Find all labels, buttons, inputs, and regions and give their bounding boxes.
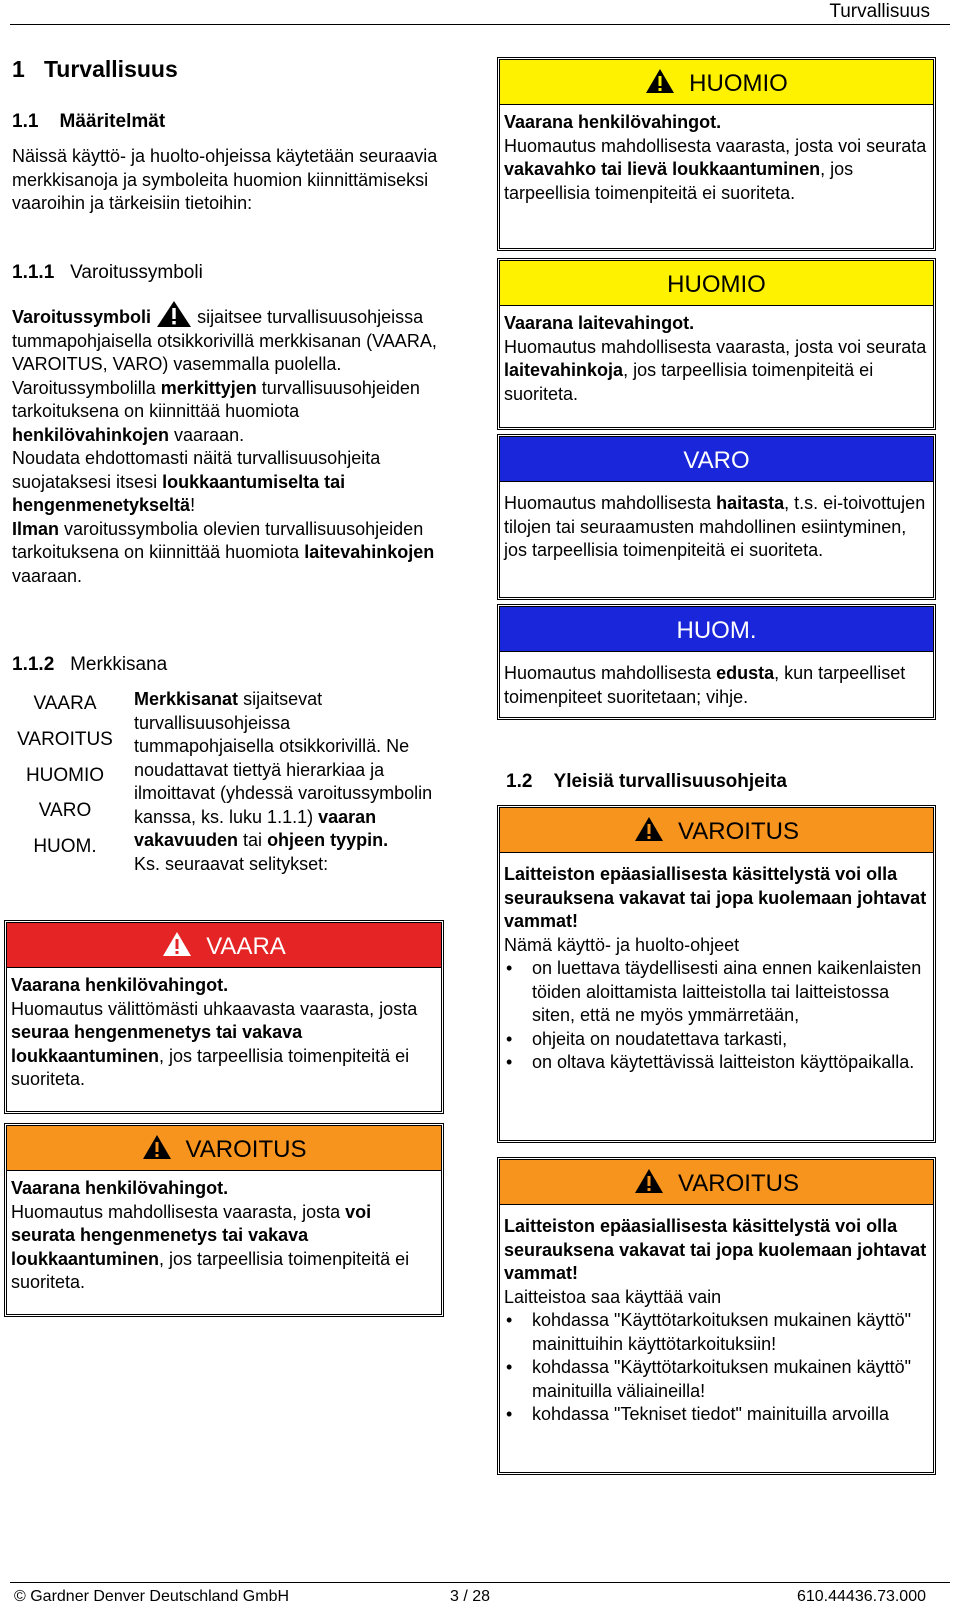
general-warning-box-1: VAROITUS Laitteiston epäasiallisesta käsittelystä voi olla seurauksena vakavat tai jopa kuolemaan johtavat vammat! Nämä käyttö- ja huolto-ohjeet • on luettava täydellisesti aina ennen kaikenlaisten töiden aloittamista laitteistolla tai laitteistossa siten, että ne myös ymmärretään, • ohjeita on noudatettava tarkasti, • on oltava käytettävissä laitteiston käyttöpaikalla. xyxy=(497,805,936,1143)
definitions-intro: Näissä käyttö- ja huolto-ohjeissa käytetään seuraavia merkkisanoja ja symboleita huomion kiinnittämiseksi vaaroihin ja tärkeisiin tietoihin: xyxy=(12,146,438,213)
section-1-heading xyxy=(12,58,452,82)
warning-triangle-icon xyxy=(156,300,192,328)
list-item: • kohdassa "Käyttötarkoituksen mukainen käyttö" mainituilla väliaineilla! xyxy=(504,1356,929,1403)
warning-triangle-icon xyxy=(142,1134,172,1160)
danger-header-bar: VAARA xyxy=(7,923,441,968)
section-1-1-heading: 1.1 Määritelmät xyxy=(12,111,166,132)
general-warning-box-2: VAROITUS Laitteiston epäasiallisesta käsittelystä voi olla seurauksena vakavat tai jopa kuolemaan johtavat vammat! Laitteistoa saa käyttää vain • kohdassa "Käyttötarkoituksen mukainen käyttö" mainittuihin käyttötarkoituksiin! • kohdassa "Käyttötarkoituksen mukainen käyttö" mainituilla väliaineilla! • kohdassa "Tekniset tiedot" mainituilla arvoilla xyxy=(497,1157,936,1475)
footer-copyright: © Gardner Denver Deutschland GmbH xyxy=(14,1588,290,1605)
usage-list xyxy=(504,1309,929,1427)
danger-notice-box: VAARA Vaarana henkilövahingot. Huomautus välittömästi uhkaavasta vaarasta, josta seuraa hengenmenetys tai vakava loukkaantuminen, jos tarpeellisia toimenpiteitä ei suoriteta. xyxy=(4,920,444,1114)
caution-injury-notice-box: HUOMIO Vaarana henkilövahingot. Huomautus mahdollisesta vaarasta, josta voi seurata vakavahko tai lievä loukkaantuminen, jos tarpeellisia toimenpiteitä ei suoriteta. xyxy=(497,57,936,251)
caution-equipment-notice-box: HUOMIO Vaarana laitevahingot. Huomautus mahdollisesta vaarasta, josta voi seurata laitevahinkoja, jos tarpeellisia toimenpiteitä ei suoriteta. xyxy=(497,258,936,430)
signal-word-vaara: VAARA xyxy=(33,693,97,714)
notice-varo-box: VARO Huomautus mahdollisesta haitasta, t.s. ei-toivottujen tilojen tai seuraamusten mahdollinen esiintyminen, jos tarpeellisia toimenpiteitä ei suoriteta. xyxy=(497,434,936,600)
section-1-1-1-heading: 1.1.1 Varoitussymboli xyxy=(12,262,203,283)
instructions-list xyxy=(504,957,929,1075)
footer-document-number: 610.44436.73.000 xyxy=(796,1588,926,1605)
signal-word-huom: HUOM. xyxy=(33,836,97,857)
warning-symbol-description: Varoitussymboli sijaitsee turvallisuusohjeissa tummapohjaisella otsikkorivillä merkkisanan (VAARA, VAROITUS, VARO) vasemmalla puolella. Varoitussymbolilla merkittyjen turvallisuusohjeiden tarkoituksena on kiinnittää huomiota henkilövahinkojen vaaraan. Noudata ehdottomasti näitä turvallisuusohjeita suojataksesi itsesi loukkaantumiselta tai hengenmenetykseltä! Ilman varoitussymbolia olevien turvallisuusohjeiden tarkoituksena on kiinnittää huomiota laitevahinkojen vaaraan. xyxy=(12,300,442,588)
note-header-bar: HUOM. xyxy=(500,607,933,652)
notice-header-bar: VARO xyxy=(500,437,933,482)
footer-page-number: 3 / 28 xyxy=(450,1588,491,1605)
list-item: • ohjeita on noudatettava tarkasti, xyxy=(504,1028,929,1052)
caution-header-bar: HUOMIO xyxy=(500,261,933,306)
note-huom-box: HUOM. Huomautus mahdollisesta edusta, kun tarpeelliset toimenpiteet suoritetaan; vihje. xyxy=(497,604,936,720)
page-header-title: Turvallisuus xyxy=(829,1,930,22)
warning-triangle-icon xyxy=(634,1168,664,1194)
list-item: • on oltava käytettävissä laitteiston käyttöpaikalla. xyxy=(504,1051,929,1075)
section-number: 1 xyxy=(12,56,25,82)
warning-header-bar: VAROITUS xyxy=(500,808,933,853)
section-1-1-2-heading: 1.1.2 Merkkisana xyxy=(12,654,168,675)
warning-triangle-icon xyxy=(645,68,675,94)
warning-header-bar: VAROITUS xyxy=(500,1160,933,1205)
list-item: • kohdassa "Tekniset tiedot" mainituilla arvoilla xyxy=(504,1403,929,1427)
caution-header-bar: HUOMIO xyxy=(500,60,933,105)
signal-word-varoitus: VAROITUS xyxy=(17,729,113,750)
section-title: Turvallisuus xyxy=(43,56,178,82)
list-item: • kohdassa "Käyttötarkoituksen mukainen käyttö" mainittuihin käyttötarkoituksiin! xyxy=(504,1309,929,1356)
warning-notice-box: VAROITUS Vaarana henkilövahingot. Huomautus mahdollisesta vaarasta, josta voi seurata hengenmenetys tai vakava loukkaantuminen, jos tarpeellisia toimenpiteitä ei suoriteta. xyxy=(4,1123,444,1317)
list-item: • on luettava täydellisesti aina ennen kaikenlaisten töiden aloittamista laitteistolla tai laitteistossa siten, että ne myös ymmärretään, xyxy=(504,957,929,1028)
warning-triangle-icon xyxy=(162,931,192,957)
warning-triangle-icon xyxy=(634,816,664,842)
footer-divider xyxy=(10,1582,950,1583)
signal-word-description: Merkkisanat sijaitsevat turvallisuusohjeissa tummapohjaisella otsikkorivillä. Ne noudattavat tiettyä hierarkiaa ja ilmoittavat (yhdessä varoitussymbolin kanssa, ks. luku 1.1.1) vaaran vakavuuden tai ohjeen tyypin. Ks. seuraavat selitykset: xyxy=(134,689,433,874)
section-1-2-heading: 1.2 Yleisiä turvallisuusohjeita xyxy=(506,771,787,792)
signal-word-huomio: HUOMIO xyxy=(25,765,105,786)
warning-header-bar: VAROITUS xyxy=(7,1126,441,1171)
signal-word-varo: VARO xyxy=(38,800,92,821)
header-divider xyxy=(10,24,950,25)
